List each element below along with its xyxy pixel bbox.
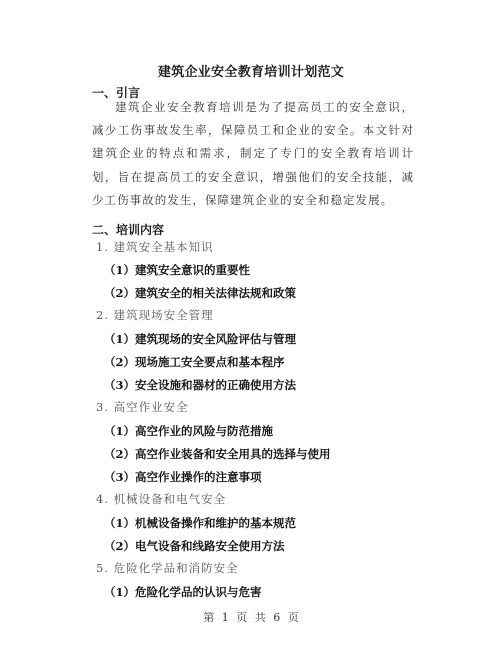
list-item: （1）建筑安全意识的重要性 — [104, 263, 251, 277]
list-item: 2. 建筑现场安全管理 — [96, 308, 214, 322]
section-heading-training-content: 二、培训内容 — [92, 223, 165, 237]
list-item: （2）高空作业装备和安全用具的选择与使用 — [104, 447, 331, 461]
document-title: 建筑企业安全教育培训计划范文 — [157, 65, 345, 80]
list-item: （3）安全设施和器材的正确使用方法 — [104, 378, 296, 392]
list-item: （1）高空作业的风险与防范措施 — [104, 424, 273, 438]
list-item: （1）建筑现场的安全风险评估与管理 — [104, 332, 296, 346]
section-heading-introduction: 一、引言 — [92, 86, 141, 100]
list-item: 4. 机械设备和电气安全 — [96, 492, 227, 506]
list-item: （2）电气设备和线路安全使用方法 — [104, 539, 285, 553]
list-item: （1）机械设备操作和维护的基本规范 — [104, 516, 296, 530]
list-item: （2）建筑安全的相关法律法规和政策 — [104, 286, 296, 300]
page-number-footer: 第 1 页 共 6 页 — [203, 611, 299, 624]
list-item: （2）现场施工安全要点和基本程序 — [104, 355, 285, 369]
list-item: 3. 高空作业安全 — [96, 400, 189, 414]
list-item: 5. 危险化学品和消防安全 — [96, 561, 239, 575]
list-item: （3）高空作业操作的注意事项 — [104, 470, 262, 484]
list-item: 1. 建筑安全基本知识 — [96, 240, 214, 254]
list-item: （1）危险化学品的认识与危害 — [104, 585, 262, 599]
introduction-paragraph: 建筑企业安全教育培训是为了提高员工的安全意识，减少工伤事故发生率，保障员工和企业的安全。本文针对建筑企业的特点和需求，制定了专门的安全教育培训计划，旨在提高员工的安全意识，增强他们的安全技能，减少工伤事故的发生，保障建筑企业的安全和稳定发展。 — [92, 100, 414, 207]
